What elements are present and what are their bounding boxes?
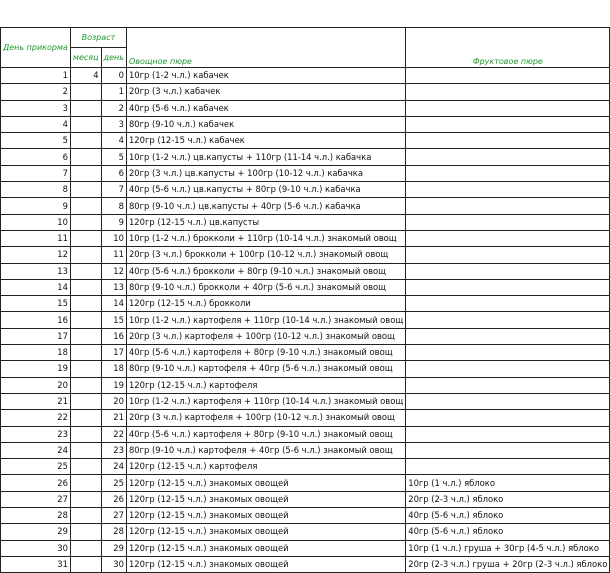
- cell-fruit: [406, 198, 610, 214]
- cell-day-of-age: 7: [101, 182, 126, 198]
- cell-day: 13: [1, 263, 71, 279]
- cell-vegetable: 120гр (12-15 ч.л.) знакомых овощей: [126, 475, 405, 491]
- cell-vegetable: 120гр (12-15 ч.л.) знакомых овощей: [126, 556, 405, 572]
- cell-fruit: [406, 361, 610, 377]
- header-fruit: Фруктовое пюре: [406, 28, 610, 68]
- cell-day: 23: [1, 426, 71, 442]
- cell-vegetable: 120гр (12-15 ч.л.) цв.капусты: [126, 214, 405, 230]
- cell-fruit: 20гр (2-3 ч.л.) яблоко: [406, 491, 610, 507]
- header-age: Возраст: [70, 28, 126, 48]
- cell-fruit: [406, 182, 610, 198]
- cell-day-of-age: 24: [101, 459, 126, 475]
- table-row: [1, 524, 610, 540]
- cell-day-of-age: 28: [101, 524, 126, 540]
- header-row-top: [1, 28, 610, 48]
- cell-month: [70, 540, 101, 556]
- cell-day: 11: [1, 230, 71, 246]
- cell-vegetable: 20гр (3 ч.л.) картофеля + 100гр (10-12 ч.л.) знакомый овощ: [126, 410, 405, 426]
- cell-month: [70, 393, 101, 409]
- cell-vegetable: 20гр (3 ч.л.) цв.капусты + 100гр (10-12 ч.л.) кабачка: [126, 165, 405, 181]
- table-row: [1, 556, 610, 572]
- cell-day-of-age: 18: [101, 361, 126, 377]
- table-row: [1, 540, 610, 556]
- cell-vegetable: 80гр (9-10 ч.л.) брокколи + 40гр (5-6 ч.л.) знакомый овощ: [126, 279, 405, 295]
- cell-vegetable: 10гр (1-2 ч.л.) картофеля + 110гр (10-14 ч.л.) знакомый овощ: [126, 312, 405, 328]
- table-row: [1, 214, 610, 230]
- cell-day: 19: [1, 361, 71, 377]
- cell-vegetable: 20гр (3 ч.л.) брокколи + 100гр (10-12 ч.л.) знакомый овощ: [126, 247, 405, 263]
- cell-month: [70, 345, 101, 361]
- table-row: [1, 328, 610, 344]
- header-month: месяц: [70, 48, 101, 68]
- table-row: [1, 312, 610, 328]
- cell-day-of-age: 9: [101, 214, 126, 230]
- cell-fruit: 40гр (5-6 ч.л.) яблоко: [406, 508, 610, 524]
- cell-fruit: 10гр (1 ч.л.) груша + 30гр (4-5 ч.л.) яблоко: [406, 540, 610, 556]
- cell-day: 20: [1, 377, 71, 393]
- cell-day-of-age: 23: [101, 442, 126, 458]
- cell-vegetable: 10гр (1-2 ч.л.) брокколи + 110гр (10-14 ч.л.) знакомый овощ: [126, 230, 405, 246]
- cell-day: 27: [1, 491, 71, 507]
- table-row: [1, 296, 610, 312]
- cell-fruit: [406, 442, 610, 458]
- cell-day-of-age: 14: [101, 296, 126, 312]
- cell-vegetable: 120гр (12-15 ч.л.) картофеля: [126, 377, 405, 393]
- cell-fruit: [406, 279, 610, 295]
- cell-vegetable: 10гр (1-2 ч.л.) цв.капусты + 110гр (11-14 ч.л.) кабачка: [126, 149, 405, 165]
- table-row: [1, 361, 610, 377]
- cell-day: 17: [1, 328, 71, 344]
- cell-vegetable: 80гр (9-10 ч.л.) кабачек: [126, 116, 405, 132]
- cell-day-of-age: 8: [101, 198, 126, 214]
- cell-fruit: [406, 393, 610, 409]
- cell-day-of-age: 12: [101, 263, 126, 279]
- cell-vegetable: 120гр (12-15 ч.л.) знакомых овощей: [126, 540, 405, 556]
- table-row: [1, 459, 610, 475]
- cell-day-of-age: 4: [101, 133, 126, 149]
- cell-fruit: [406, 328, 610, 344]
- cell-day-of-age: 2: [101, 100, 126, 116]
- cell-fruit: [406, 263, 610, 279]
- table-row: [1, 165, 610, 181]
- cell-month: [70, 214, 101, 230]
- cell-month: [70, 116, 101, 132]
- cell-day: 28: [1, 508, 71, 524]
- cell-month: [70, 491, 101, 507]
- table-body: [1, 28, 610, 573]
- cell-day-of-age: 17: [101, 345, 126, 361]
- table-row: [1, 84, 610, 100]
- header-day: День прикорма: [1, 28, 71, 68]
- cell-month: [70, 198, 101, 214]
- table-row: [1, 247, 610, 263]
- cell-day-of-age: 10: [101, 230, 126, 246]
- cell-day-of-age: 19: [101, 377, 126, 393]
- cell-day: 21: [1, 393, 71, 409]
- cell-fruit: [406, 68, 610, 84]
- cell-fruit: 40гр (5-6 ч.л.) яблоко: [406, 524, 610, 540]
- cell-fruit: [406, 426, 610, 442]
- table-row: [1, 377, 610, 393]
- cell-day-of-age: 16: [101, 328, 126, 344]
- cell-fruit: 10гр (1 ч.л.) яблоко: [406, 475, 610, 491]
- cell-fruit: [406, 214, 610, 230]
- cell-day: 8: [1, 182, 71, 198]
- cell-vegetable: 80гр (9-10 ч.л.) картофеля + 40гр (5-6 ч.л.) знакомый овощ: [126, 361, 405, 377]
- cell-day-of-age: 25: [101, 475, 126, 491]
- cell-day: 30: [1, 540, 71, 556]
- table-row: [1, 410, 610, 426]
- cell-fruit: [406, 377, 610, 393]
- cell-day-of-age: 27: [101, 508, 126, 524]
- cell-vegetable: 120гр (12-15 ч.л.) знакомых овощей: [126, 508, 405, 524]
- cell-month: [70, 459, 101, 475]
- cell-month: [70, 410, 101, 426]
- cell-fruit: [406, 459, 610, 475]
- cell-day: 1: [1, 68, 71, 84]
- cell-month: [70, 263, 101, 279]
- table-row: [1, 68, 610, 84]
- cell-vegetable: 40гр (5-6 ч.л.) кабачек: [126, 100, 405, 116]
- cell-day: 25: [1, 459, 71, 475]
- cell-day: 14: [1, 279, 71, 295]
- cell-month: [70, 84, 101, 100]
- cell-month: [70, 133, 101, 149]
- cell-day: 15: [1, 296, 71, 312]
- cell-fruit: [406, 133, 610, 149]
- cell-month: [70, 182, 101, 198]
- cell-day-of-age: 3: [101, 116, 126, 132]
- cell-day-of-age: 26: [101, 491, 126, 507]
- cell-vegetable: 120гр (12-15 ч.л.) знакомых овощей: [126, 491, 405, 507]
- cell-day-of-age: 1: [101, 84, 126, 100]
- cell-month: [70, 426, 101, 442]
- table-row: [1, 100, 610, 116]
- cell-day: 22: [1, 410, 71, 426]
- cell-day: 26: [1, 475, 71, 491]
- cell-day: 29: [1, 524, 71, 540]
- cell-fruit: [406, 149, 610, 165]
- cell-vegetable: 10гр (1-2 ч.л.) картофеля + 110гр (10-14 ч.л.) знакомый овощ: [126, 393, 405, 409]
- cell-month: [70, 247, 101, 263]
- cell-day: 3: [1, 100, 71, 116]
- cell-fruit: [406, 84, 610, 100]
- cell-day: 6: [1, 149, 71, 165]
- cell-month: [70, 475, 101, 491]
- cell-day: 2: [1, 84, 71, 100]
- cell-month: [70, 328, 101, 344]
- cell-fruit: [406, 296, 610, 312]
- cell-fruit: [406, 116, 610, 132]
- cell-month: [70, 361, 101, 377]
- cell-fruit: [406, 345, 610, 361]
- cell-fruit: [406, 312, 610, 328]
- header-day-of-age: день: [101, 48, 126, 68]
- cell-day: 10: [1, 214, 71, 230]
- table-row: [1, 345, 610, 361]
- table-row: [1, 198, 610, 214]
- cell-month: [70, 149, 101, 165]
- cell-month: [70, 508, 101, 524]
- cell-vegetable: 120гр (12-15 ч.л.) брокколи: [126, 296, 405, 312]
- table-row: [1, 393, 610, 409]
- feeding-schedule-table: [0, 27, 610, 573]
- cell-vegetable: 40гр (5-6 ч.л.) картофеля + 80гр (9-10 ч.л.) знакомый овощ: [126, 426, 405, 442]
- cell-day-of-age: 0: [101, 68, 126, 84]
- cell-month: [70, 556, 101, 572]
- cell-day: 31: [1, 556, 71, 572]
- cell-day-of-age: 30: [101, 556, 126, 572]
- cell-day-of-age: 20: [101, 393, 126, 409]
- cell-day: 16: [1, 312, 71, 328]
- cell-day-of-age: 29: [101, 540, 126, 556]
- cell-day: 7: [1, 165, 71, 181]
- cell-day-of-age: 5: [101, 149, 126, 165]
- cell-month: [70, 279, 101, 295]
- cell-vegetable: 80гр (9-10 ч.л.) картофеля + 40гр (5-6 ч.л.) знакомый овощ: [126, 442, 405, 458]
- cell-fruit: [406, 230, 610, 246]
- cell-fruit: [406, 165, 610, 181]
- cell-month: [70, 100, 101, 116]
- cell-day: 4: [1, 116, 71, 132]
- table-row: [1, 263, 610, 279]
- cell-day-of-age: 6: [101, 165, 126, 181]
- table-row: [1, 426, 610, 442]
- cell-vegetable: 20гр (3 ч.л.) картофеля + 100гр (10-12 ч.л.) знакомый овощ: [126, 328, 405, 344]
- cell-month: [70, 296, 101, 312]
- cell-vegetable: 40гр (5-6 ч.л.) цв.капусты + 80гр (9-10 ч.л.) кабачка: [126, 182, 405, 198]
- cell-month: [70, 312, 101, 328]
- cell-month: [70, 524, 101, 540]
- cell-vegetable: 40гр (5-6 ч.л.) брокколи + 80гр (9-10 ч.л.) знакомый овощ: [126, 263, 405, 279]
- cell-vegetable: 120гр (12-15 ч.л.) знакомых овощей: [126, 524, 405, 540]
- cell-fruit: [406, 100, 610, 116]
- cell-day: 12: [1, 247, 71, 263]
- table-row: [1, 279, 610, 295]
- table-row: [1, 116, 610, 132]
- cell-vegetable: 120гр (12-15 ч.л.) кабачек: [126, 133, 405, 149]
- cell-vegetable: 120гр (12-15 ч.л.) картофеля: [126, 459, 405, 475]
- cell-vegetable: 20гр (3 ч.л.) кабачек: [126, 84, 405, 100]
- table-row: [1, 491, 610, 507]
- cell-vegetable: 10гр (1-2 ч.л.) кабачек: [126, 68, 405, 84]
- cell-day-of-age: 11: [101, 247, 126, 263]
- cell-day-of-age: 21: [101, 410, 126, 426]
- cell-day: 9: [1, 198, 71, 214]
- header-vegetable: Овощное пюре: [126, 28, 405, 68]
- table-row: [1, 508, 610, 524]
- cell-month: [70, 377, 101, 393]
- table-row: [1, 475, 610, 491]
- cell-fruit: [406, 247, 610, 263]
- table-row: [1, 230, 610, 246]
- cell-month: [70, 230, 101, 246]
- cell-day: 5: [1, 133, 71, 149]
- cell-fruit: [406, 410, 610, 426]
- table-row: [1, 442, 610, 458]
- cell-day-of-age: 15: [101, 312, 126, 328]
- table-row: [1, 133, 610, 149]
- table-row: [1, 182, 610, 198]
- cell-month: [70, 442, 101, 458]
- cell-vegetable: 80гр (9-10 ч.л.) цв.капусты + 40гр (5-6 ч.л.) кабачка: [126, 198, 405, 214]
- cell-day-of-age: 22: [101, 426, 126, 442]
- table-row: [1, 149, 610, 165]
- cell-day: 18: [1, 345, 71, 361]
- cell-day-of-age: 13: [101, 279, 126, 295]
- cell-month: 4: [70, 68, 101, 84]
- cell-fruit: 20гр (2-3 ч.л.) груша + 20гр (2-3 ч.л.) яблоко: [406, 556, 610, 572]
- cell-day: 24: [1, 442, 71, 458]
- cell-month: [70, 165, 101, 181]
- cell-vegetable: 40гр (5-6 ч.л.) картофеля + 80гр (9-10 ч.л.) знакомый овощ: [126, 345, 405, 361]
